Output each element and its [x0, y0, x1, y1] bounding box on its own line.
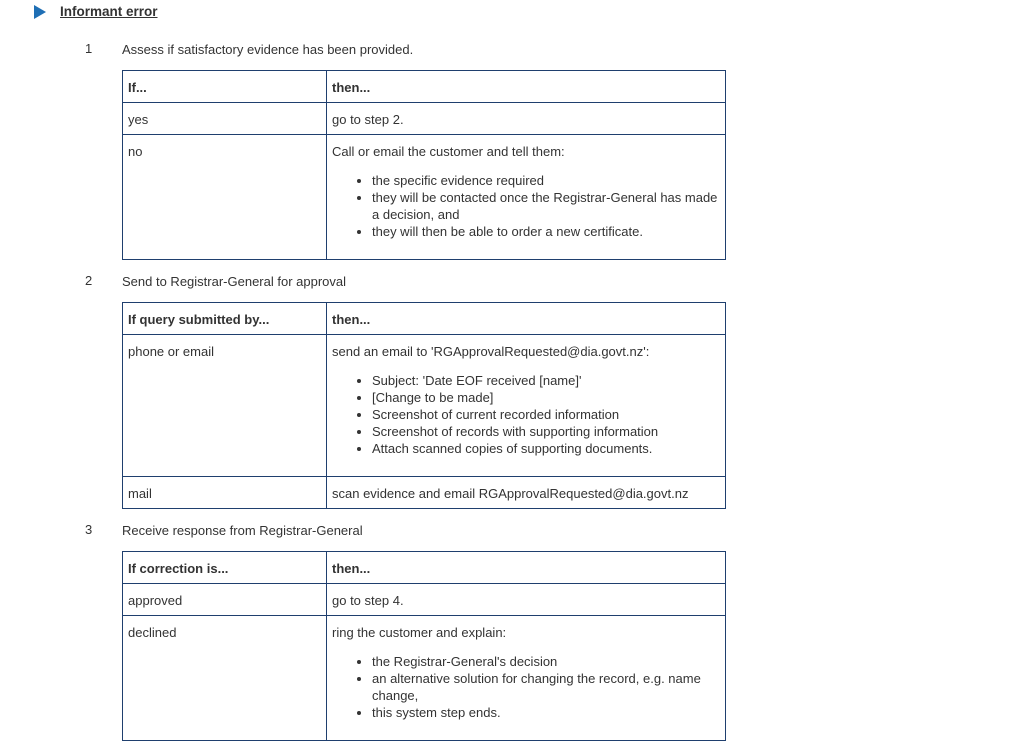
- row-action-cell: [327, 616, 726, 741]
- row-action: send an email to 'RGApprovalRequested@dia.govt.nz':: [332, 344, 650, 359]
- expand-triangle-icon[interactable]: [34, 5, 46, 19]
- list-item: • Screenshot of current recorded information: [372, 406, 720, 423]
- list-item: • [Change to be made]: [372, 389, 720, 406]
- decision-table-3: [122, 551, 726, 741]
- row-condition: phone or email: [123, 335, 327, 477]
- step-text: Assess if satisfactory evidence has been provided.: [122, 42, 414, 57]
- row-action: scan evidence and email RGApprovalRequested@dia.govt.nz: [327, 477, 726, 509]
- table-row: [123, 335, 726, 477]
- header-condition: If correction is...: [123, 552, 327, 584]
- row-action-cell: [327, 135, 726, 260]
- header-condition: If query submitted by...: [123, 303, 327, 335]
- step-text: Receive response from Registrar-General: [122, 523, 363, 538]
- step-number: 3: [85, 522, 93, 537]
- row-action: go to step 2.: [327, 103, 726, 135]
- step-text: Send to Registrar-General for approval: [122, 274, 347, 289]
- header-condition: If...: [123, 71, 327, 103]
- list-item: • Screenshot of records with supporting information: [372, 423, 720, 440]
- header-action: then...: [327, 303, 726, 335]
- header-action: then...: [327, 71, 726, 103]
- bullet-list: [332, 172, 720, 240]
- list-item: • the specific evidence required: [372, 172, 720, 189]
- list-item: • this system step ends.: [372, 704, 720, 721]
- list-item: • Subject: 'Date EOF received [name]': [372, 372, 720, 389]
- table-row: [123, 616, 726, 741]
- row-condition: approved: [123, 584, 327, 616]
- row-action: Call or email the customer and tell them:: [332, 144, 565, 159]
- table-header-row: [123, 552, 726, 584]
- list-item: • an alternative solution for changing the record, e.g. name change,: [372, 670, 720, 704]
- step-number: 2: [85, 273, 93, 288]
- bullet-list: [332, 653, 720, 721]
- decision-table-2: [122, 302, 726, 509]
- row-action: ring the customer and explain:: [332, 625, 507, 640]
- bullet-list: [332, 372, 720, 457]
- table-row: [123, 584, 726, 616]
- section-title[interactable]: Informant error: [60, 4, 158, 19]
- list-item: • the Registrar-General's decision: [372, 653, 720, 670]
- list-item: • they will then be able to order a new certificate.: [372, 223, 720, 240]
- row-condition: yes: [123, 103, 327, 135]
- row-condition: mail: [123, 477, 327, 509]
- row-condition: no: [123, 135, 327, 260]
- table-row: [123, 103, 726, 135]
- row-action: go to step 4.: [327, 584, 726, 616]
- list-item: • Attach scanned copies of supporting documents.: [372, 440, 720, 457]
- section-header[interactable]: [34, 4, 158, 19]
- table-row: [123, 477, 726, 509]
- list-item: • they will be contacted once the Registrar-General has made a decision, and: [372, 189, 720, 223]
- table-row: [123, 135, 726, 260]
- table-header-row: [123, 303, 726, 335]
- step-number: 1: [85, 41, 93, 56]
- decision-table-1: [122, 70, 726, 260]
- header-action: then...: [327, 552, 726, 584]
- row-action-cell: [327, 335, 726, 477]
- table-header-row: [123, 71, 726, 103]
- row-condition: declined: [123, 616, 327, 741]
